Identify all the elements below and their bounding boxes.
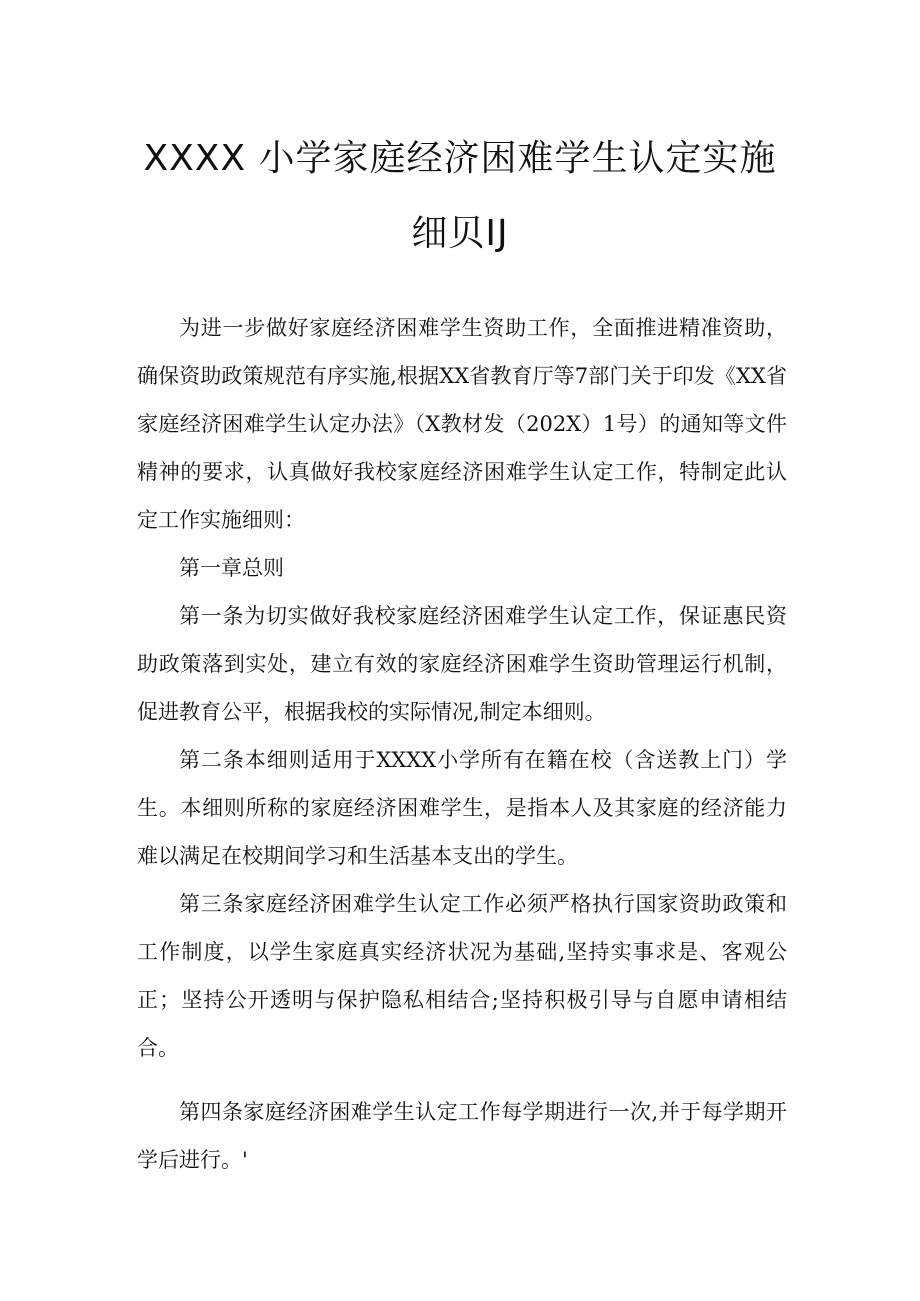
document-title-line-2: 细贝IJ — [411, 213, 509, 254]
intro-paragraph: 为进一步做好家庭经济困难学生资助工作，全面推进精准资助，确保资助政策规范有序实施,根据XX省教育厅等7部门关于印发《XX省家庭经济困难学生认定办法》（X教材发（202X）1号）的通知等文件精神的要求，认真做好我校家庭经济困难学生认定工作，特制定此认定工作实施细则： — [137, 316, 787, 532]
article-2-paragraph: 第二条本细则适用于XXXX小学所有在籍在校（含送教上门）学生。本细则所称的家庭经济困难学生，是指本人及其家庭的经济能力难以满足在校期间学习和生活基本支出的学生。 — [137, 748, 787, 868]
article-4-paragraph: 第四条家庭经济困难学生认定工作每学期进行一次,并于每学期开学后进行。' — [137, 1100, 787, 1172]
chapter-heading: 第一章总则 — [179, 556, 284, 580]
document-body — [137, 304, 787, 1184]
article-3-paragraph: 第三条家庭经济困难学生认定工作必须严格执行国家资助政策和工作制度，以学生家庭真实经济状况为基础,坚持实事求是、客观公正；坚持公开透明与保护隐私相结合;坚持积极引导与自愿申请相结合。 — [137, 892, 787, 1060]
document-title-line-1: XXXX 小学家庭经济困难学生认定实施 — [143, 138, 777, 179]
article-1-paragraph: 第一条为切实做好我校家庭经济困难学生认定工作，保证惠民资助政策落到实处，建立有效的家庭经济困难学生资助管理运行机制，促进教育公平，根据我校的实际情况,制定本细则。 — [137, 604, 787, 724]
